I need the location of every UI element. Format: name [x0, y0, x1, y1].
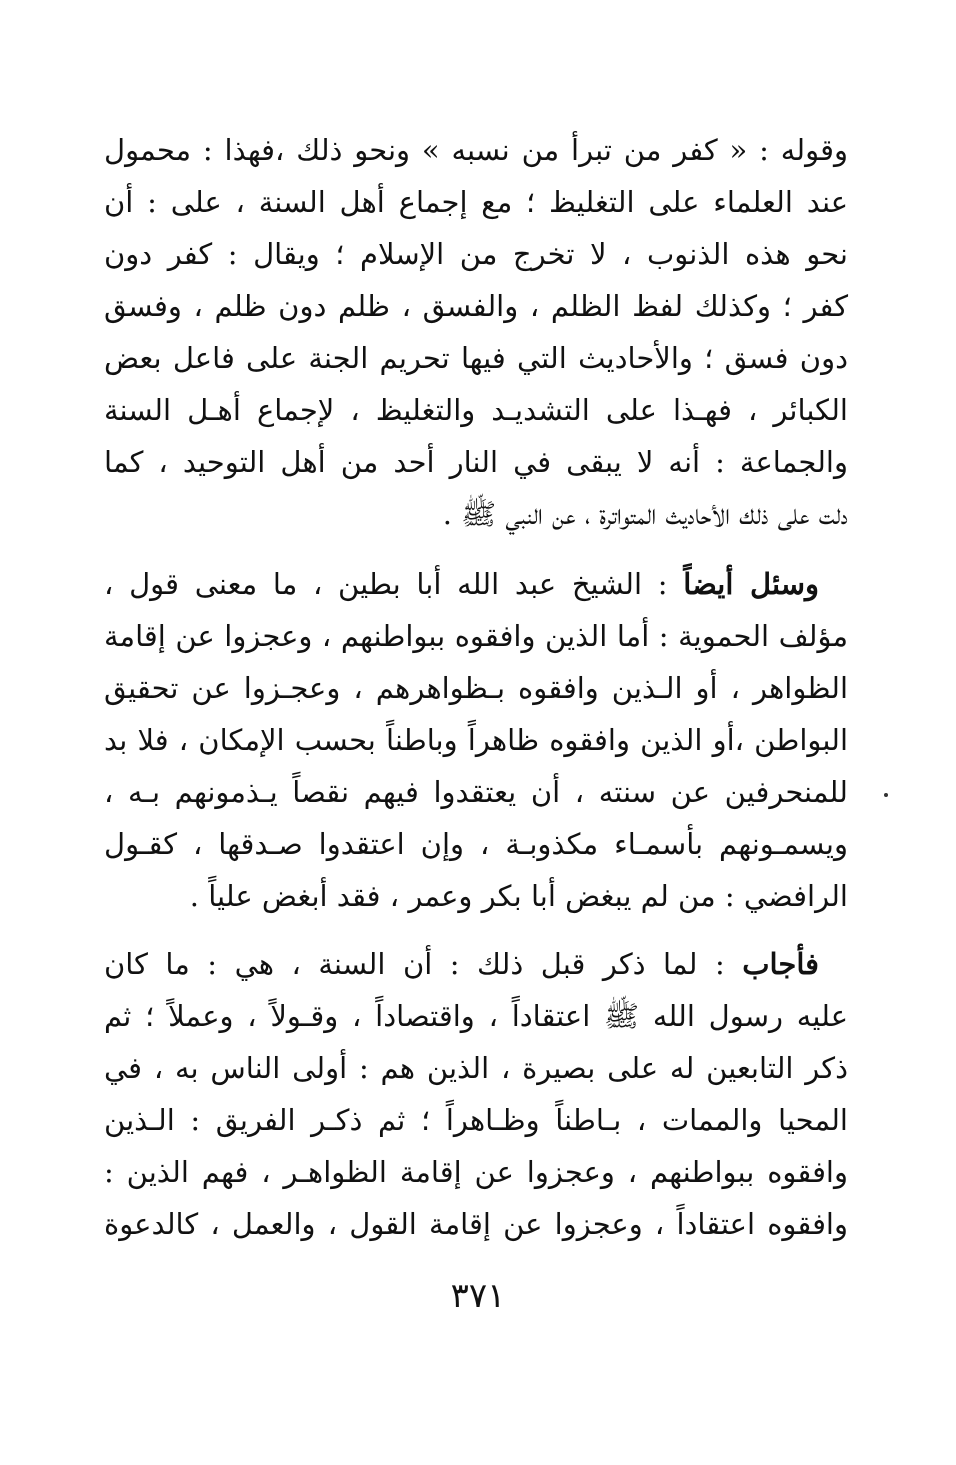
paragraph-2	[104, 558, 848, 922]
page-number: ٣٧١	[450, 1276, 506, 1316]
paragraph-3-lead: فأجاب	[742, 947, 820, 981]
paragraph-3-line-6: وافقوه اعتقاداً ، وعجزوا عن إقامة القول ، والعمل ، كالدعوة	[104, 1207, 848, 1241]
paragraph-2-line-5: للمنحرفين عن سنته ، أن يعتقدوا فيهم نقصاً يـذمونهم بـه ،	[104, 775, 848, 809]
paragraph-3-line-3: ذكر التابعين له على بصيرة ، الذين هم : أولى الناس به ، في	[104, 1051, 848, 1085]
paragraph-1	[104, 124, 848, 540]
paragraph-3-line-1	[104, 938, 848, 990]
margin-dot	[884, 793, 888, 797]
paragraph-2-line-6: ويسمـونهم بأسمـاء مكذوبـة ، وإن اعتقدوا صـدقها ، كقـول	[104, 827, 848, 861]
paragraph-2-line-2: مؤلف الحموية : أما الذين وافقوه ببواطنهم ، وعجزوا عن إقامة	[104, 619, 848, 653]
paragraph-1-line-3: نحو هذه الذنوب ، لا تخرج من الإسلام ؛ ويقال : كفر دون	[104, 237, 848, 271]
paragraph-3-line-2: عليه رسول الله ﷺ اعتقاداً ، واقتصاداً ، وقـولاً ، وعملاً ؛ ثم	[104, 999, 848, 1033]
paragraph-3	[104, 938, 848, 1250]
paragraph-3-line-1-text: : لما ذكر قبل ذلك : أن السنة ، هي : ما كان	[104, 947, 725, 981]
paragraph-2-line-7: الرافضي : من لم يبغض أبا بكر وعمر ، فقد أبغض علياً .	[189, 879, 848, 913]
paragraph-2-line-4: البواطن ،أو الذين وافقوه ظاهراً وباطناً بحسب الإمكان ، فلا بد	[104, 723, 848, 757]
paragraph-1-line-4: كفر ؛ وكذلك لفظ الظلم ، والفسق ، ظلم دون ظلم ، وفسق	[104, 289, 848, 323]
paragraph-3-line-5: وافقوه ببواطنهم ، وعجزوا عن إقامة الظواهـر ، فهم الذين :	[104, 1155, 848, 1189]
paragraph-3-line-4: المحيا والممات ، بـاطناً وظـاهراً ؛ ثم ذكـر الفريق : الـذين	[104, 1103, 848, 1137]
paragraph-1-line-6: الكبائر ، فهـذا على التشديـد والتغليظ ، لإجماع أهـل السنة	[104, 393, 848, 427]
paragraph-1-line-5: دون فسق ؛ والأحاديث التي فيها تحريم الجنة على فاعل بعض	[104, 341, 848, 375]
paragraph-1-line-2: عند العلماء على التغليظ ؛ مع إجماع أهل السنة ، على : أن	[104, 185, 848, 219]
paragraph-2-line-1	[104, 558, 848, 610]
paragraph-1-line-8: دلت على ذلك الأحاديث المتواترة ، عن النبي ﷺ .	[442, 497, 848, 531]
paragraph-1-line-1: وقوله : « كفر من تبرأ من نسبه » ونحو ذلك ،فهذا : محمول	[104, 133, 848, 167]
paragraph-2-line-1-text: : الشيخ عبد الله أبا بطين ، ما معنى قول ،	[104, 567, 668, 601]
paragraph-2-lead: وسئل أيضاً	[683, 567, 820, 601]
paragraph-1-line-7: والجماعة : أنه لا يبقى في النار أحد من أهل التوحيد ، كما	[104, 445, 848, 479]
paragraph-2-line-3: الظواهر ، أو الـذين وافقوه بـظواهرهم ، وعجـزوا عن تحقيق	[104, 671, 848, 705]
